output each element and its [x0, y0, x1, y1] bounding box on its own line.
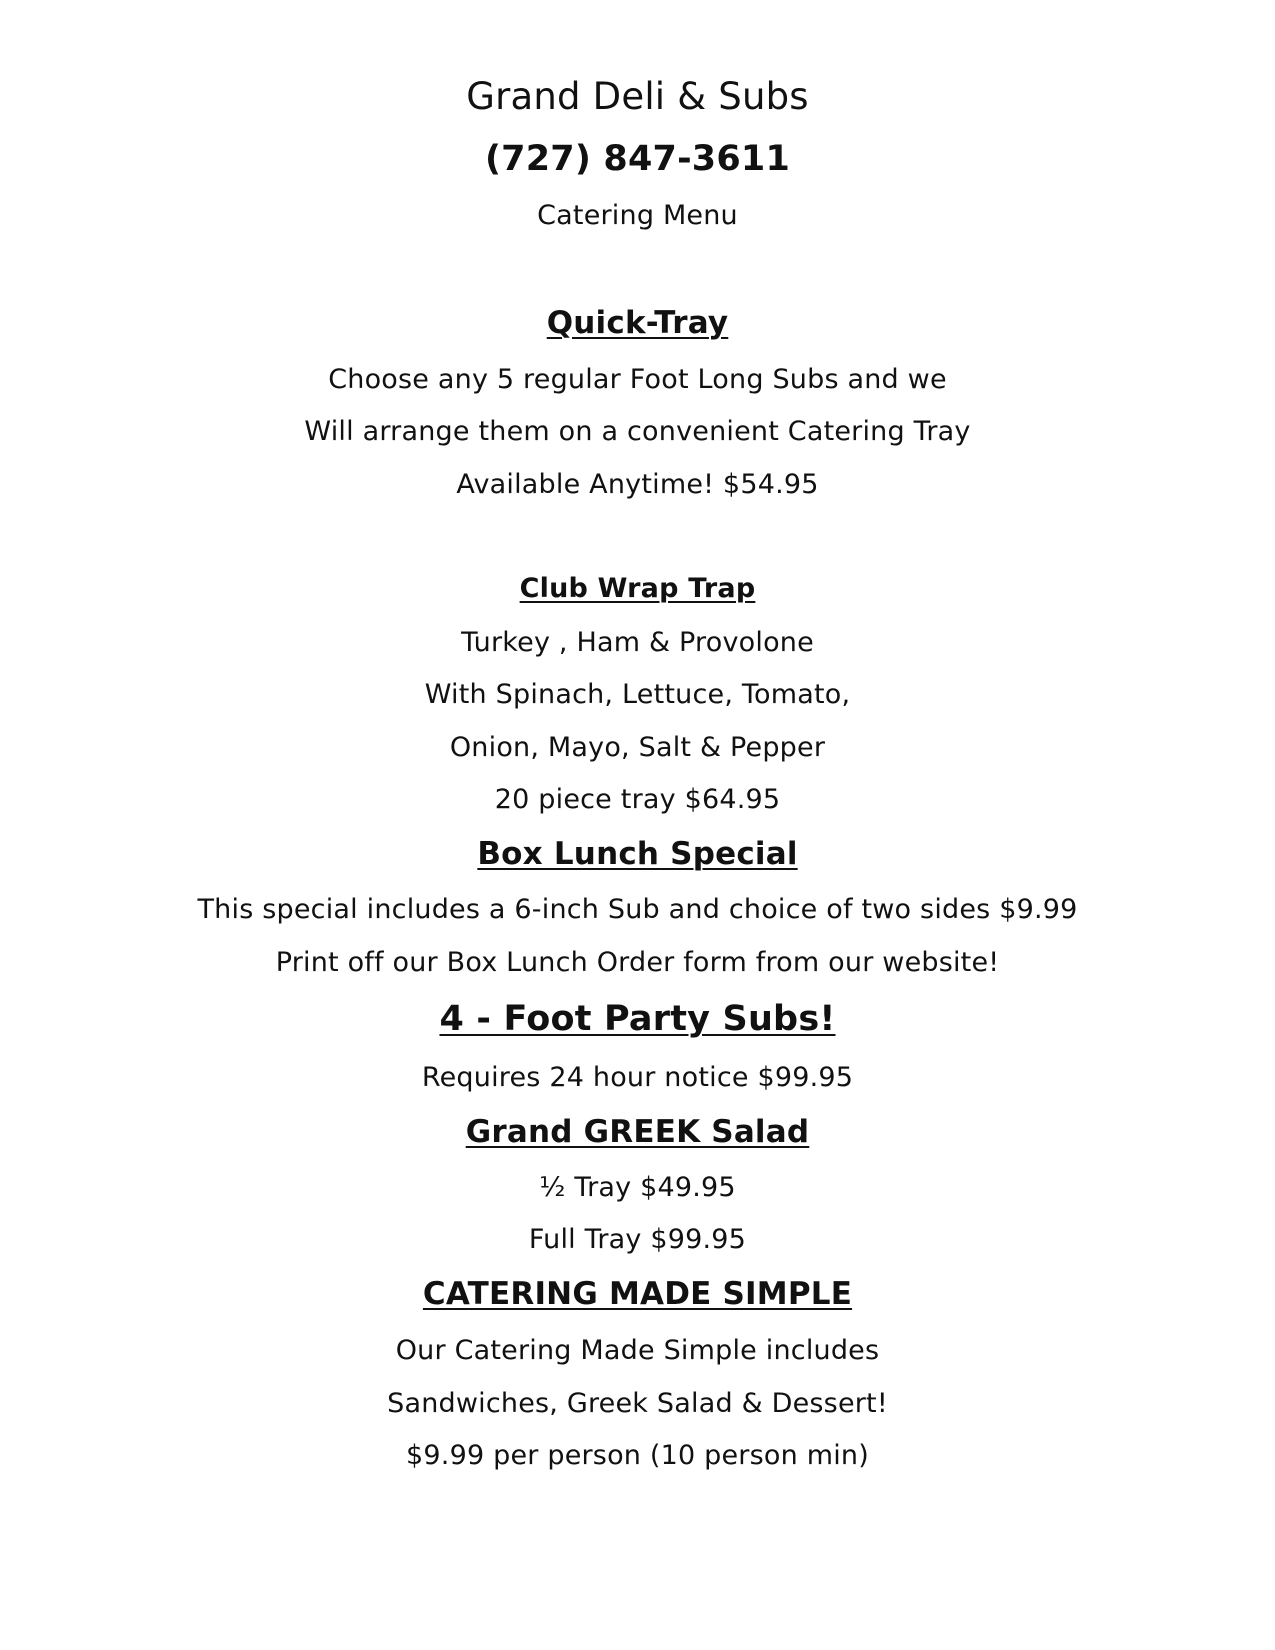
section-line: 20 piece tray $64.95	[494, 784, 781, 815]
section-line: Requires 24 hour notice $99.95	[421, 1062, 854, 1093]
section-line: Our Catering Made Simple includes	[395, 1335, 880, 1366]
section-line: This special includes a 6-inch Sub and choice of two sides $9.99	[197, 894, 1078, 925]
section-heading-party-subs: 4 - Foot Party Subs!	[439, 999, 836, 1039]
section-line: Turkey , Ham & Provolone	[461, 627, 814, 658]
section-line: Print off our Box Lunch Order form from our website!	[275, 947, 1000, 978]
phone-number: (727) 847-3611	[484, 139, 791, 179]
section-line: With Spinach, Lettuce, Tomato,	[424, 679, 851, 710]
section-line: Sandwiches, Greek Salad & Dessert!	[387, 1388, 888, 1419]
section-line: Available Anytime! $54.95	[456, 469, 819, 500]
section-line: Choose any 5 regular Foot Long Subs and we	[328, 364, 947, 395]
section-heading-box-lunch-special: Box Lunch Special	[477, 836, 798, 872]
section-line: ½ Tray $49.95	[539, 1172, 736, 1203]
section-heading-catering-made-simple: CATERING MADE SIMPLE	[422, 1276, 853, 1312]
section-line: Onion, Mayo, Salt & Pepper	[449, 732, 826, 763]
section-heading-greek-salad: Grand GREEK Salad	[465, 1114, 810, 1150]
section-line: Full Tray $99.95	[528, 1224, 747, 1255]
section-line: $9.99 per person (10 person min)	[406, 1440, 869, 1471]
menu-subtitle: Catering Menu	[537, 200, 738, 231]
restaurant-name: Grand Deli & Subs	[466, 75, 809, 118]
section-line: Will arrange them on a convenient Catering Tray	[304, 416, 971, 447]
section-heading-club-wrap-trap: Club Wrap Trap	[519, 573, 756, 604]
section-heading-quick-tray: Quick-Tray	[546, 305, 729, 341]
